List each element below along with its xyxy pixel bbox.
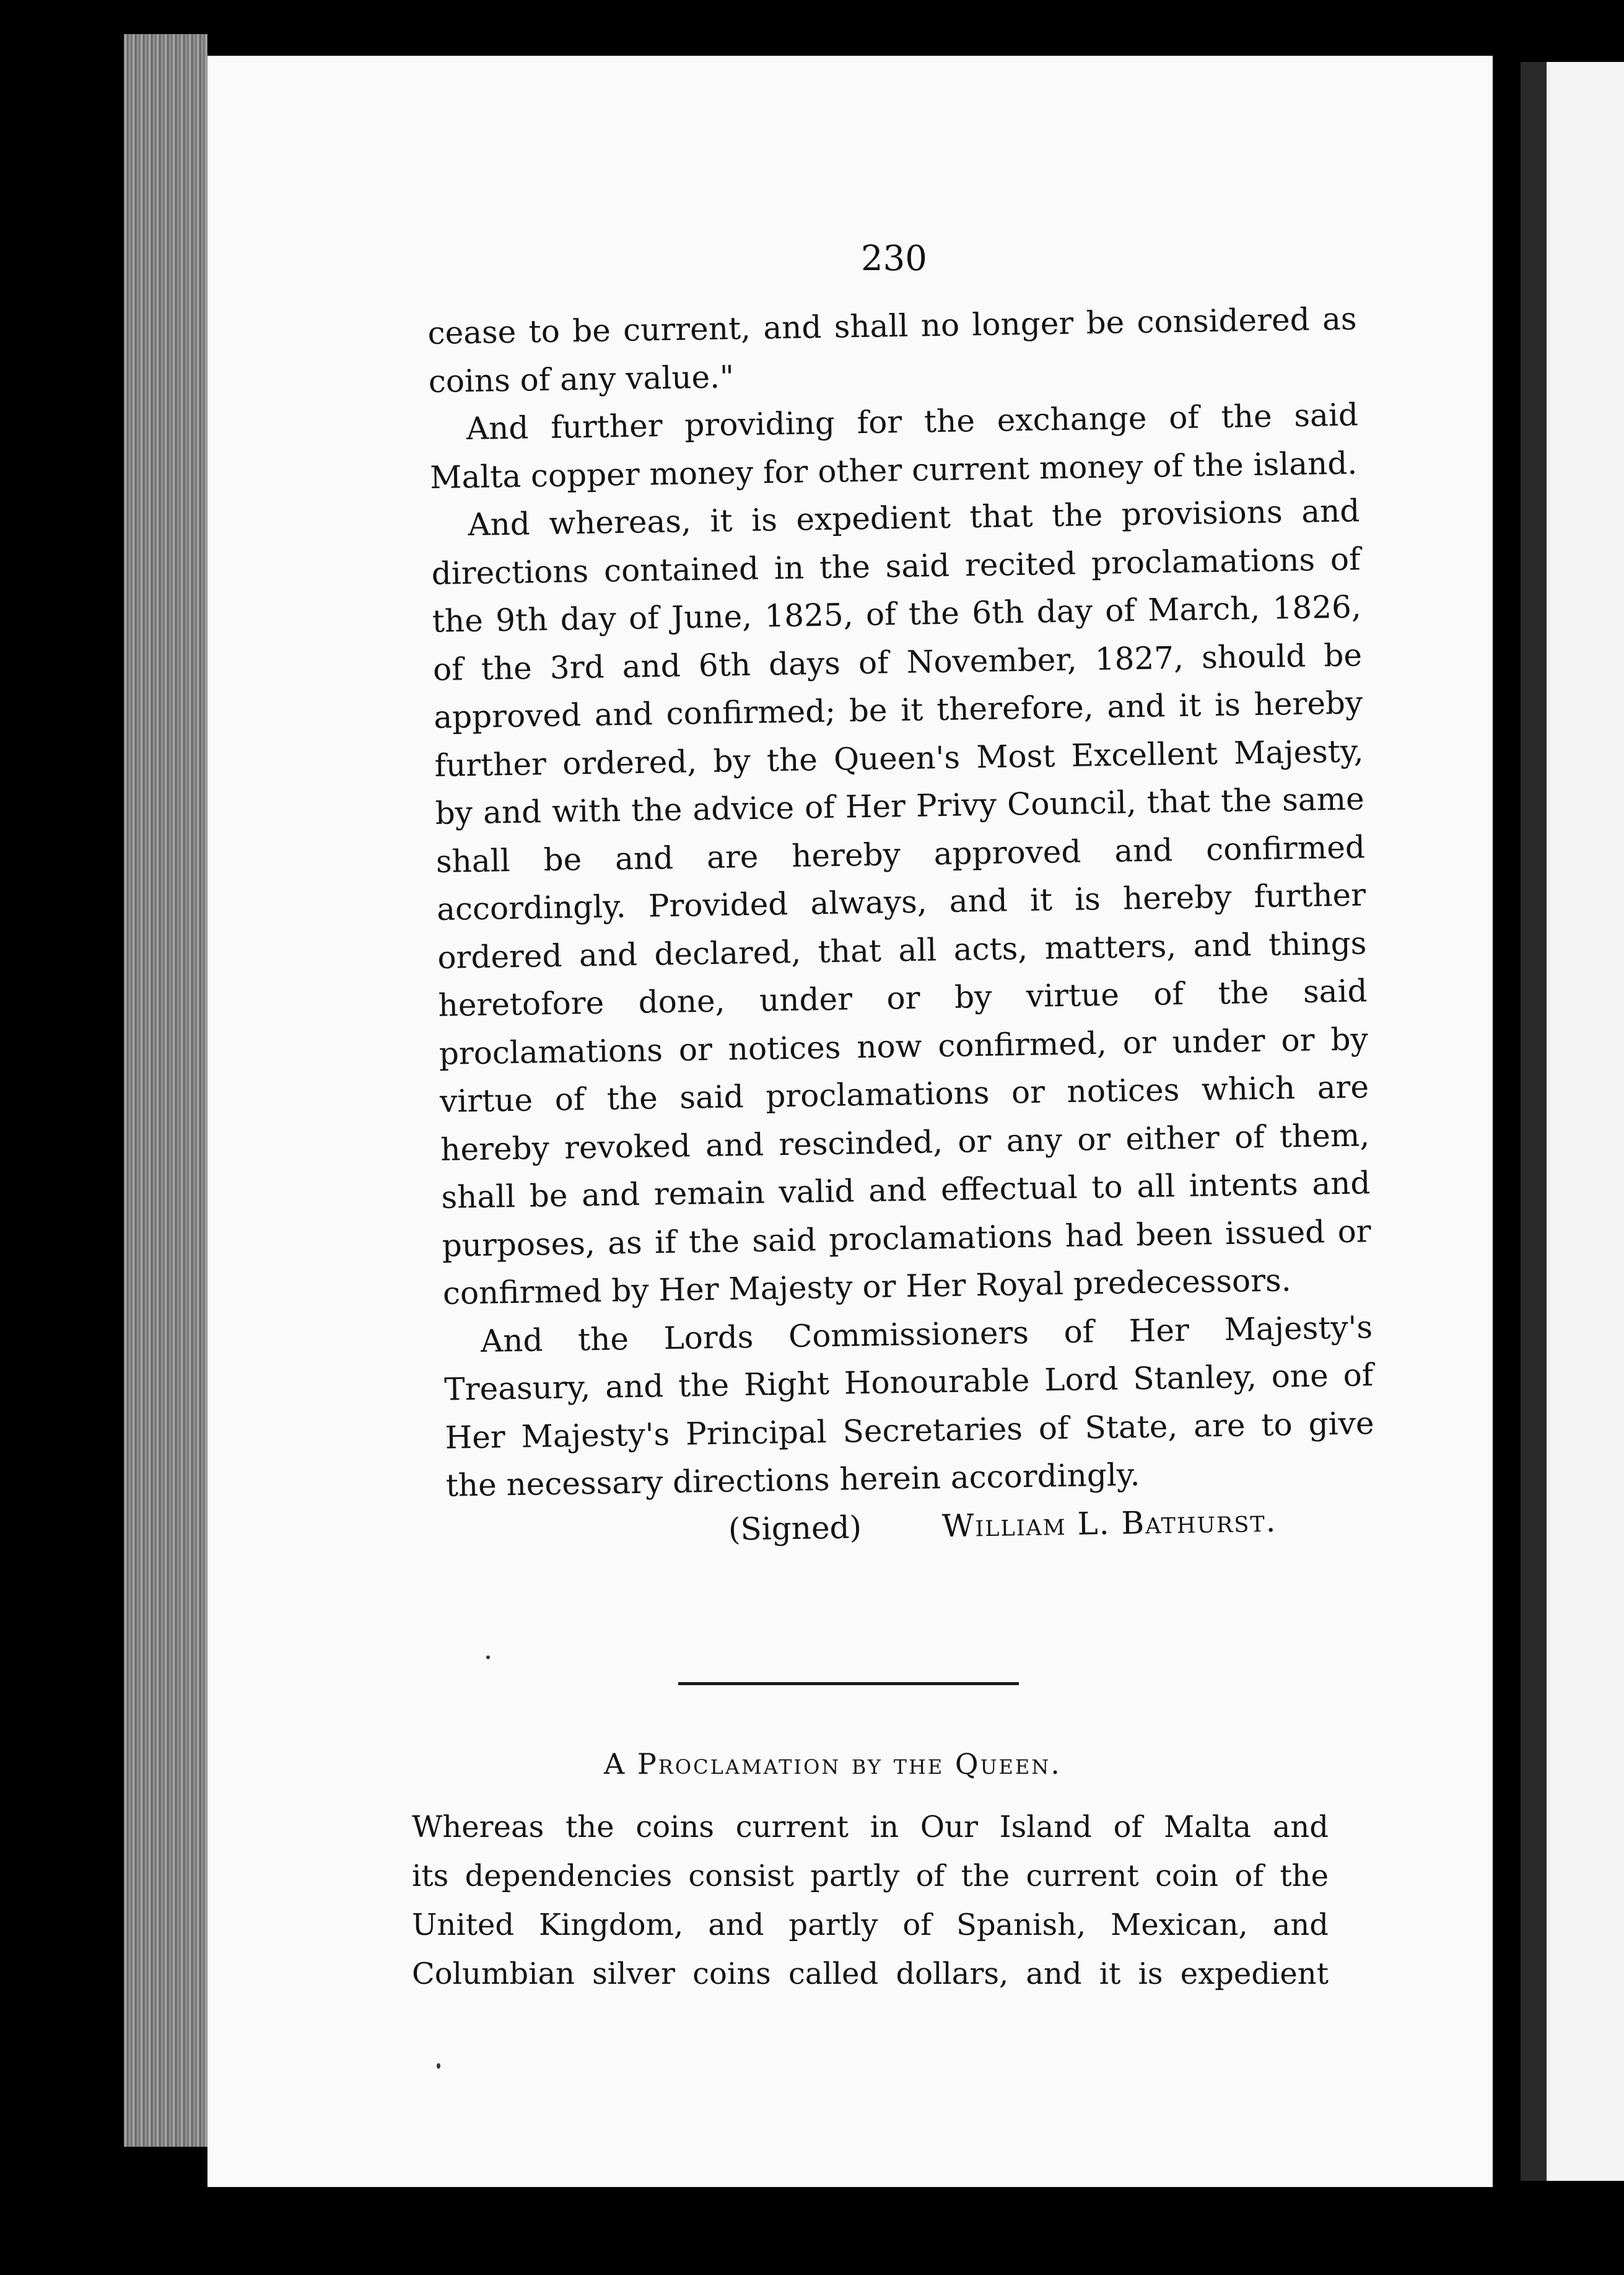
paragraph-lords-commissioners: And the Lords Commissioners of Her Majesty's Treasury, and the Right Honourable Lord Stanley, one of Her Majesty's Principal Secretaries of State, are to give the necessary directions herein accordingly. xyxy=(443,1308,1374,1504)
signatory-name: William L. Bathurst. xyxy=(941,1502,1277,1544)
main-text xyxy=(427,295,1376,1558)
ink-speck xyxy=(486,1655,490,1659)
proclamation-heading: A Proclamation by the Queen. xyxy=(604,1747,1062,1781)
ink-speck xyxy=(437,2063,440,2069)
proclamation-text xyxy=(412,1803,1329,1999)
proclamation-line: Whereas the coins current in Our Island of Malta and xyxy=(412,1810,1329,1844)
signed-mark: (Signed) xyxy=(728,1509,862,1548)
proclamation-line: Columbian silver coins called dollars, and it is expedient xyxy=(412,1957,1329,1991)
paragraph-exchange: And further providing for the exchange of the said Malta copper money for other current money of the island. xyxy=(429,397,1359,496)
section-divider xyxy=(678,1682,1019,1685)
book-edge xyxy=(124,34,207,2147)
page-number: 230 xyxy=(861,239,927,279)
proclamation-line: United Kingdom, and partly of Spanish, Mexican, and xyxy=(412,1908,1329,1942)
paragraph-continuation: cease to be current, and shall no longer be considered as coins of any value." xyxy=(427,300,1357,400)
adjacent-page-edge xyxy=(1521,62,1624,2181)
proclamation-line: its dependencies consist partly of the current coin of the xyxy=(412,1859,1329,1893)
paragraph-whereas: And whereas, it is expedient that the provisions and directions contained in the said recited proclamations of the 9th day of June, 1825, of the 6th day of March, 1826, of the 3rd and 6th days of November, 1827, should be approved and confirmed; be it therefore, and it is hereby further ordered, by the Queen's Most Excellent Majesty, by and with the advice of Her Privy Council, that the same shall be and are hereby approved and confirmed accordingly. Provided always, and it is hereby further ordered and declared, that all acts, matters, and things heretofore done, under or by virtue of the said proclamations or notices now confirmed, or under or by virtue of the said proclamations or notices which are hereby revoked and rescinded, or any or either of them, shall be and remain valid and effectual to all intents and purposes, as if the said proclamations had been issued or confirmed by Her Majesty or Her Royal predecessors. xyxy=(431,493,1371,1312)
